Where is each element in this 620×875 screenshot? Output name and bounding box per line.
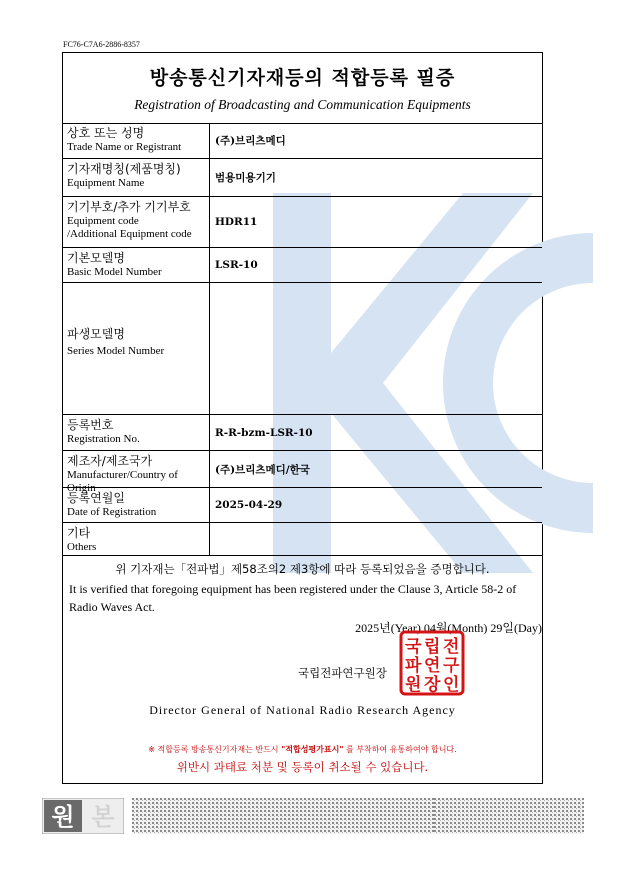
label-english: Equipment code [67, 215, 139, 227]
notice-line [63, 744, 542, 755]
label-english: Basic Model Number [67, 266, 162, 278]
field-label [63, 248, 210, 282]
issue-date: 2025년(Year) 04월(Month) 29일(Day) [355, 621, 542, 635]
svg-text:립: 립 [424, 637, 441, 657]
field-label [63, 197, 210, 247]
svg-text:구: 구 [443, 656, 460, 676]
label-english: Manufacturer/Country of Origin [67, 469, 178, 494]
label-korean: 기본모델명 [67, 251, 125, 265]
field-row-basic-model [63, 248, 542, 283]
trade-name-value: (주)브리츠메디 [215, 135, 286, 147]
registration-no-value: R-R-bzm-LSR-10 [215, 426, 313, 439]
label-english: Equipment Name [67, 177, 145, 189]
label-english: Others [67, 541, 97, 553]
field-label [63, 159, 210, 196]
field-row-manufacturer [63, 451, 542, 494]
others-value [213, 523, 542, 555]
certificate-frame [62, 52, 543, 784]
equipment-code-value: HDR11 [215, 216, 258, 228]
field-label [63, 451, 210, 494]
security-code-pattern [284, 798, 438, 834]
notice-emphasis: "적합성평가표시" [281, 745, 344, 754]
label-english: Date of Registration [67, 506, 157, 518]
label-korean: 기기부호/추가 기기부호 [67, 200, 191, 214]
verification-english: It is verified that foregoing equipment has been registered under the Clause 3, Article 58-2 of Radio Waves Act. [69, 582, 517, 614]
notice-prefix: ※ 적합등록 방송통신기자재는 반드시 [148, 745, 282, 754]
director-title-english: Director General of National Radio Research Agency [149, 703, 456, 717]
svg-text:원: 원 [405, 675, 422, 695]
label-korean: 기타 [67, 526, 91, 540]
notice-suffix: 를 부착하여 유통하여야 합니다. [343, 745, 457, 754]
equipment-name-value: 범용미용기기 [215, 172, 276, 184]
series-model-value [213, 283, 542, 414]
svg-text:전: 전 [443, 637, 460, 657]
official-seal [399, 630, 465, 696]
field-label [63, 283, 210, 414]
label-korean: 기자재명칭(제품명칭) [67, 162, 181, 176]
svg-text:본: 본 [91, 803, 115, 831]
label-english: /Additional Equipment code [67, 228, 192, 240]
field-label [63, 523, 210, 555]
field-row-series-model [63, 283, 542, 415]
svg-text:연: 연 [424, 656, 441, 676]
basic-model-value: LSR-10 [215, 259, 258, 271]
field-row-others [63, 523, 542, 556]
field-row-trade-name [63, 123, 542, 159]
director-title-korean: 국립전파연구원장 [298, 666, 387, 680]
svg-text:원: 원 [51, 803, 75, 831]
label-korean: 등록연월일 [67, 491, 125, 505]
label-english: Series Model Number [67, 345, 165, 357]
original-copy-badge [42, 798, 124, 834]
field-row-registration-no [63, 415, 542, 451]
field-row-equipment-code [63, 197, 542, 248]
svg-text:국: 국 [405, 637, 422, 657]
title-korean: 방송통신기자재등의 적합등록 필증 [149, 67, 456, 89]
registration-date-value: 2025-04-29 [215, 499, 283, 511]
label-korean: 제조자/제조국가 [67, 454, 153, 468]
field-row-equipment-name [63, 159, 542, 197]
verification-korean: 위 기자재는「전파법」제58조의2 제3항에 따라 등록되었음을 증명합니다. [115, 562, 490, 576]
label-korean: 파생모델명 [67, 327, 125, 341]
label-korean: 등록번호 [67, 418, 114, 432]
field-label [63, 123, 210, 158]
security-code-pattern [132, 798, 286, 834]
svg-text:장: 장 [424, 675, 441, 695]
svg-text:파: 파 [405, 656, 422, 676]
penalty-warning: 위반시 과태료 처분 및 등록이 취소될 수 있습니다. [176, 760, 429, 774]
field-label [63, 488, 210, 522]
label-english: Trade Name or Registrant [67, 141, 182, 153]
document-id: FC76-C7A6-2886-8357 [63, 40, 140, 49]
svg-text:인: 인 [443, 675, 460, 695]
field-row-registration-date [63, 488, 542, 523]
security-code-pattern [434, 798, 584, 834]
field-label [63, 415, 210, 450]
label-korean: 상호 또는 성명 [67, 126, 145, 140]
label-english: Registration No. [67, 433, 140, 445]
manufacturer-value: (주)브리츠메디/한국 [215, 463, 310, 476]
title-english: Registration of Broadcasting and Communication Equipments [134, 97, 471, 112]
